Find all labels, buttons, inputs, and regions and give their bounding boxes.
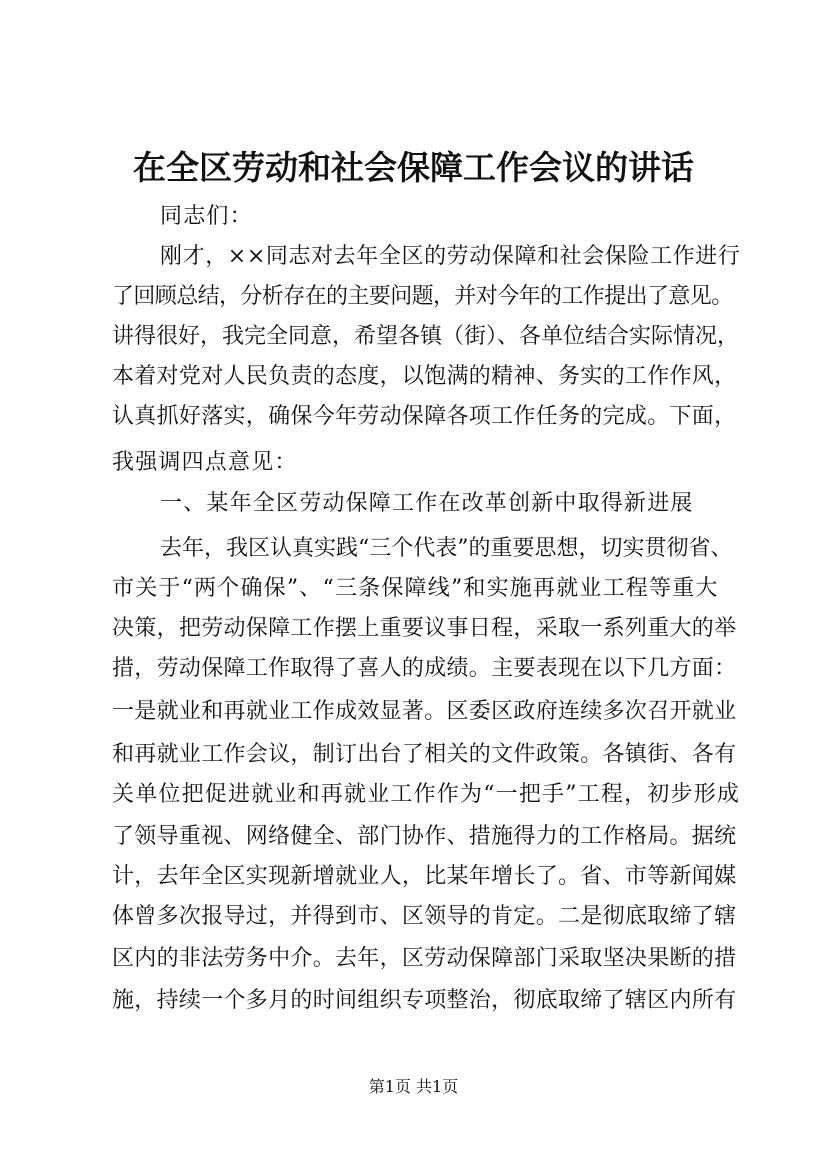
body-line: 决策，把劳动保障工作摆上重要议事日程，采取一系列重大的举 — [112, 616, 737, 641]
body-line: 区内的非法劳务中介。去年，区劳动保障部门采取坚决果断的措 — [112, 946, 737, 971]
salutation-line: 同志们： — [160, 204, 253, 229]
body-line: 了领导重视、网络健全、部门协作、措施得力的工作格局。据统 — [112, 824, 737, 849]
body-line: 体曾多次报导过，并得到市、区领导的肯定。二是彻底取缔了辖 — [112, 904, 737, 929]
body-line: 计，去年全区实现新增就业人，比某年增长了。省、市等新闻媒 — [112, 864, 737, 889]
body-line: 刚才，××同志对去年全区的劳动保障和社会保险工作进行 — [160, 244, 741, 269]
body-line: 和再就业工作会议，制订出台了相关的文件政策。各镇街、各有 — [112, 742, 737, 767]
page-number-footer: 第1页 共1页 — [368, 1077, 459, 1096]
body-line: 讲得很好，我完全同意，希望各镇（街）、各单位结合实际情况， — [112, 324, 740, 349]
body-line: 关单位把促进就业和再就业工作作为“一把手”工程，初步形成 — [112, 782, 741, 807]
body-line: 去年，我区认真实践“三个代表”的重要思想，切实贯彻省、 — [160, 536, 733, 561]
section-heading: 一、某年全区劳动保障工作在改革创新中取得新进展 — [160, 491, 694, 516]
body-line: 市关于“两个确保”、“三条保障线”和实施再就业工程等重大 — [112, 576, 719, 601]
body-line: 一是就业和再就业工作成效显著。区委区政府连续多次召开就业 — [112, 699, 737, 724]
body-line: 了回顾总结，分析存在的主要问题，并对今年的工作提出了意见。 — [112, 284, 733, 309]
document-title: 在全区劳动和社会保障工作会议的讲话 — [133, 148, 694, 187]
body-line: 我强调四点意见： — [112, 450, 298, 475]
body-line: 认真抓好落实，确保今年劳动保障各项工作任务的完成。下面， — [112, 404, 737, 429]
body-line: 措，劳动保障工作取得了喜人的成绩。主要表现在以下几方面： — [112, 656, 737, 681]
body-line: 本着对党对人民负责的态度，以饱满的精神、务实的工作作风， — [112, 364, 737, 389]
body-line: 施，持续一个多月的时间组织专项整治，彻底取缔了辖区内所有 — [112, 988, 737, 1013]
